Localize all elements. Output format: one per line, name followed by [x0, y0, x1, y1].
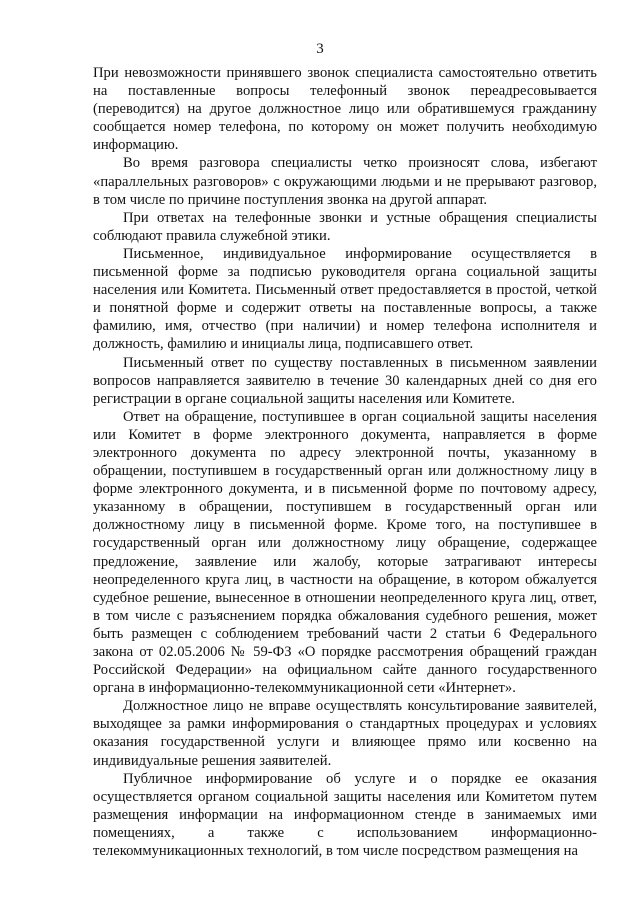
- paragraph-call-redirect: При невозможности принявшего звонок специалиста самостоятельно ответить на поставленные вопросы телефонный звонок переадресовывается (переводится) на другое должностное лицо или обратившемуся гражданину сообщается номер телефона, по которому он может получить необходимую информацию.: [93, 65, 597, 154]
- paragraph-electronic-response: Ответ на обращение, поступившее в орган социальной защиты населения или Комитет в форме электронного документа, направляется в форме электронного документа по адресу электронной почты, указанному в обращении, поступившем в государственный орган или должностному лицу в форме электронного документа, и в письменной форме по почтовому адресу, указанному в обращении, поступившем в государственный орган или должностному лицу в письменной форме. Кроме того, на поступившее в государственный орган или должностному лицу обращение, содержащее предложение, заявление или жалобу, которые затрагивают интересы неопределенного круга лиц, в частности на обращение, в котором обжалуется судебное решение, вынесенное в отношении неопределенного круга лиц, ответ, в том числе с разъяснением порядка обжалования судебного решения, может быть размещен с соблюдением требований части 2 статьи 6 Федерального закона от 02.05.2006 № 59-ФЗ «О порядке рассмотрения обращений граждан Российской Федерации» на официальном сайте данного государственного органа в информационно-телекоммуникационной сети «Интернет».: [93, 408, 597, 697]
- page-number: 3: [316, 41, 324, 57]
- paragraph-response-deadline: Письменный ответ по существу поставленных в письменном заявлении вопросов направляется заявителю в течение 30 календарных дней со дня его регистрации в органе социальной защиты населения или Комитете.: [93, 354, 597, 407]
- paragraph-service-ethics: При ответах на телефонные звонки и устные обращения специалисты соблюдают правила служебной этики.: [93, 209, 597, 244]
- document-body: [93, 64, 597, 860]
- paragraph-consulting-limits: Должностное лицо не вправе осуществлять консультирование заявителей, выходящее за рамки информирования о стандартных процедурах и условиях оказания государственной услуги и влияющее прямо или косвенно на индивидуальные решения заявителей.: [93, 698, 597, 769]
- paragraph-written-informing: Письменное, индивидуальное информирование осуществляется в письменной форме за подписью руководителя органа социальной защиты населения или Комитета. Письменный ответ предоставляется в простой, четкой и понятной форме и содержит ответы на поставленные вопросы, а также фамилию, имя, отчество (при наличии) и номер телефона исполнителя и должность, фамилию и инициалы лица, подписавшего ответ.: [93, 245, 597, 353]
- paragraph-conversation-rules: Во время разговора специалисты четко произносят слова, избегают «параллельных разговоров» с окружающими людьми и не прерывают разговор, в том числе по причине поступления звонка на другой аппарат.: [93, 155, 597, 208]
- paragraph-public-informing: Публичное информирование об услуге и о порядке ее оказания осуществляется органом социальной защиты населения или Комитетом путем размещения информации на информационном стенде в занимаемых ими помещениях, а также с использованием информационно-телекоммуникационных технологий, в том числе посредством размещения на: [93, 770, 597, 860]
